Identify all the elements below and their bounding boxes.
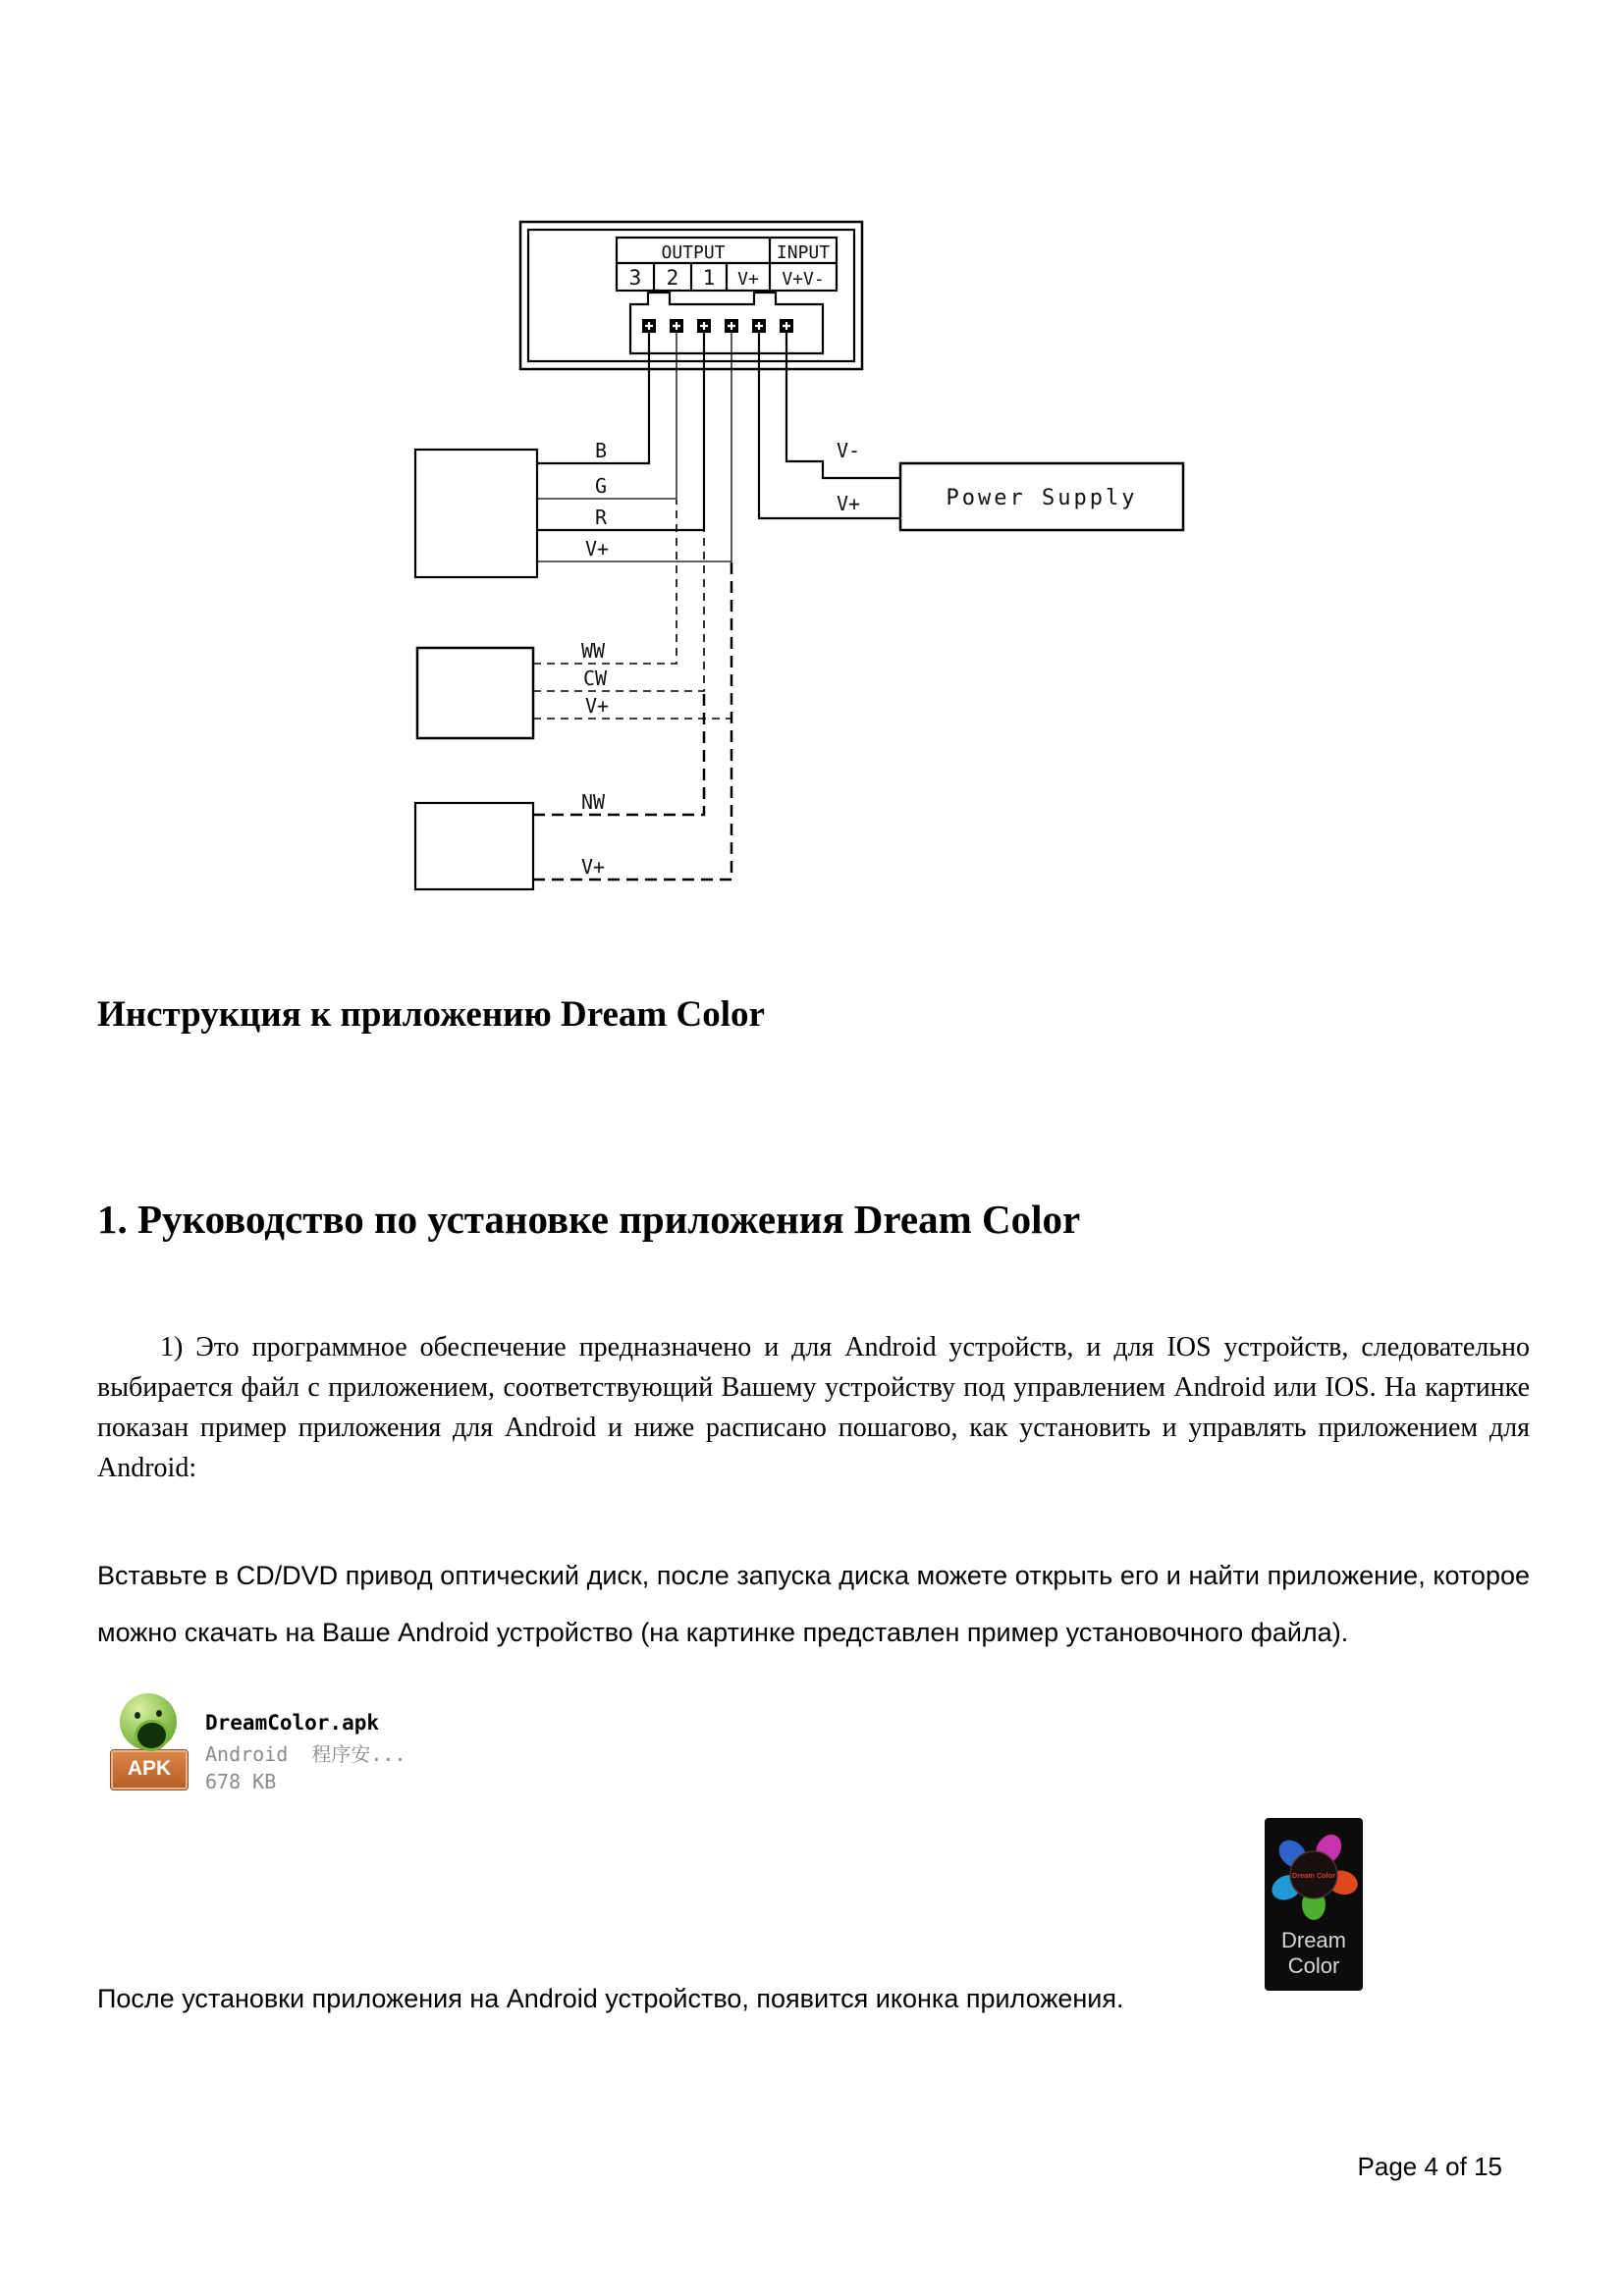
wire-cw: [533, 531, 704, 691]
wire-label-cw: CW: [583, 667, 608, 690]
app-icon-title-line1: Dream: [1280, 1928, 1346, 1952]
wire-vplus-out: [537, 333, 731, 561]
wire-label-vplus-out: V+: [585, 537, 610, 561]
app-icon-center-label: Dream Color: [1291, 1870, 1336, 1880]
app-icon-title-line2: Color: [1287, 1953, 1340, 1978]
apk-file-icon: [111, 1693, 188, 1791]
wire-label-vplus-tw: V+: [585, 694, 610, 718]
pin-6: [780, 319, 793, 333]
heading-section: 1. Руководство по установке приложения Dream Color: [97, 1197, 1081, 1242]
pin-3: [697, 319, 711, 333]
wiring-diagram: [0, 0, 1624, 933]
wire-vplus-nw: [533, 562, 731, 880]
paragraph-after-install: После установки приложения на Android устройство, появится иконка приложения.: [97, 1984, 1124, 2013]
terminal-table: [617, 238, 837, 291]
terminal-cell-vplus: V+: [737, 269, 759, 290]
power-supply-box: [900, 463, 1183, 530]
android-eye-icon: [135, 1712, 140, 1719]
android-eye-icon: [156, 1710, 162, 1717]
tunable-white-strip-box: [417, 648, 533, 738]
paragraph-cd: Вставьте в CD/DVD привод оптический диск, после запуска диска можете открыть его и найти приложение, которое можно скачать на Ваше Android устройство (на картинке представлен пример установочного файла).: [97, 1561, 1530, 1647]
terminal-cell-3: 3: [628, 266, 642, 290]
android-mouth-icon: [133, 1718, 171, 1754]
apk-filename: DreamColor.apk: [205, 1711, 380, 1735]
terminal-cell-vplusvminus: V+V-: [782, 269, 825, 290]
wire-r: [537, 333, 704, 530]
wire-label-ww: WW: [581, 639, 606, 663]
pin-1: [642, 319, 656, 333]
dreamcolor-app-icon: [1265, 1818, 1363, 1991]
pin-4: [725, 319, 738, 333]
heading-main: Инструкция к приложению Dream Color: [97, 994, 765, 1035]
apk-filesize: 678 KB: [205, 1770, 277, 1793]
power-supply-label: Power Supply: [946, 486, 1138, 510]
app-icon-title: [1265, 1928, 1363, 1979]
terminal-cell-1: 1: [702, 266, 716, 290]
wire-label-vplus-ps: V+: [837, 492, 861, 515]
page-footer: Page 4 of 15: [1357, 2152, 1502, 2181]
pin-2: [670, 319, 683, 333]
wire-label-g: G: [595, 474, 608, 498]
terminal-cell-2: 2: [666, 266, 679, 290]
connector-pins: [642, 319, 793, 333]
android-face-icon: [120, 1693, 177, 1750]
wire-label-b: B: [595, 439, 608, 462]
pinwheel-logo-icon: [1269, 1824, 1359, 1926]
pin-5: [752, 319, 766, 333]
input-label: INPUT: [776, 242, 831, 263]
wire-label-vminus: V-: [837, 439, 861, 462]
apk-filetype: Android 程序安...: [205, 1742, 406, 1766]
apk-file-details: [205, 1693, 406, 1793]
paragraph-intro: 1) Это программное обеспечение предназначено и для Android устройств, и для IOS устройств, следовательно выбирается файл с приложением, соответствующий Вашему устройству под управлением Android или IOS. На картинке показан пример приложения для Android и ниже расписано пошагово, как установить и управлять приложением для Android:: [97, 1332, 1530, 1483]
apk-badge: APK: [111, 1750, 188, 1789]
output-label: OUTPUT: [661, 242, 726, 263]
wire-label-nw: NW: [581, 790, 606, 814]
apk-file-item: [111, 1693, 406, 1793]
wire-nw: [533, 691, 704, 815]
rgb-strip-box: [415, 450, 537, 577]
white-strip-box: [415, 803, 533, 889]
wire-label-r: R: [595, 506, 608, 529]
connector: [630, 293, 823, 353]
wire-label-vplus-nw: V+: [581, 855, 606, 879]
